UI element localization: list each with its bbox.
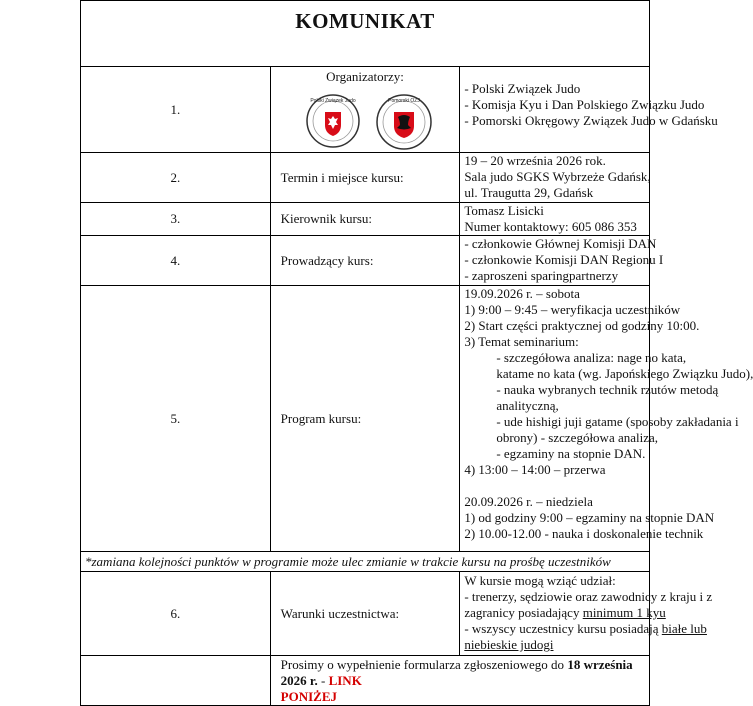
row-number: 6.	[81, 572, 271, 656]
row-number: 1.	[81, 67, 271, 153]
organizers-cell	[270, 67, 460, 153]
instructors-value: - członkowie Głównej Komisji DAN - członkowie Komisji DAN Regionu I - zaproszeni sparingpartnerzy	[460, 236, 650, 286]
registration-link[interactable]: LINK	[328, 673, 362, 688]
row-number: 4.	[81, 236, 271, 286]
table-row	[81, 153, 650, 203]
table-row	[81, 236, 650, 286]
organizers-list: - Polski Związek Judo - Komisja Kyu i Dan Polskiego Związku Judo - Pomorski Okręgowy Związek Judo w Gdańsku	[460, 67, 650, 153]
course-leader-value: Tomasz Lisicki Numer kontaktowy: 605 086 353	[460, 203, 650, 236]
table-row	[81, 203, 650, 236]
row-label: Termin i miejsce kursu:	[270, 153, 460, 203]
row-label: Kierownik kursu:	[270, 203, 460, 236]
registration-link-cont[interactable]: PONIŻEJ	[280, 689, 337, 704]
conditions-value: W kursie mogą wziąć udział: - trenerzy, sędziowie oraz zawodnicy z kraju i z zagranicy posiadający minimum 1 kyu - wszyscy uczestnicy kursu posiadają białe lub niebieskie judogi	[460, 572, 650, 656]
logo-lettering: Polski Związek Judo	[310, 98, 356, 104]
page-title: KOMUNIKAT	[81, 1, 650, 67]
table-row	[81, 286, 650, 552]
logo-lettering: Pomorski OZJ	[387, 98, 420, 104]
organizers-label: Organizatorzy:	[326, 69, 404, 84]
program-value: 19.09.2026 r. – sobota 1) 9:00 – 9:45 – weryfikacja uczestników 2) Start części praktycznej od godziny 10:00. 3) Temat seminarium: - szczegółowa analiza: nage no kata, katame no kata (wg. Japońskiego Związku Judo), - nauka wybranych technik rzutów metodą analityczną, - ude hishigi juji gatame (sposoby zakładania i obrony) - szczegółowa analiza, - egzaminy na stopnie DAN. 4) 13:00 – 14:00 – przerwa 20.09.2026 r. – niedziela 1) od godziny 9:00 – egzaminy na stopnie DAN 2) 10.00-12.00 - nauka i doskonalenie technik	[460, 286, 650, 552]
pzj-logo-icon	[305, 93, 361, 149]
judogi-text: białe lub	[661, 621, 707, 636]
deadline-date: 18 września 2026 r.	[280, 657, 633, 688]
table-row	[81, 67, 650, 153]
document	[80, 0, 753, 706]
table-row	[81, 572, 650, 656]
minimum-kyu-text: minimum 1 kyu	[582, 605, 666, 620]
row-number: 5.	[81, 286, 271, 552]
row-label: Warunki uczestnictwa:	[270, 572, 460, 656]
table-row	[81, 552, 650, 572]
row-label: Program kursu:	[270, 286, 460, 552]
term-place-value: 19 – 20 września 2026 rok. Sala judo SGKS Wybrzeże Gdańsk, ul. Traugutta 29, Gdańsk	[460, 153, 650, 203]
registration-cell: Prosimy o wypełnienie formularza zgłoszeniowego do 18 września 2026 r. - LINK PONIŻEJ	[270, 656, 649, 706]
row-number: 2.	[81, 153, 271, 203]
announcement-table	[80, 0, 753, 706]
table-row	[81, 656, 650, 706]
program-note: *zamiana kolejności punktów w programie może ulec zmianie w trakcie kursu na prośbę uczestników	[81, 552, 650, 572]
row-number: 3.	[81, 203, 271, 236]
row-label: Prowadzący kurs:	[270, 236, 460, 286]
pozj-logo-icon	[375, 93, 433, 151]
